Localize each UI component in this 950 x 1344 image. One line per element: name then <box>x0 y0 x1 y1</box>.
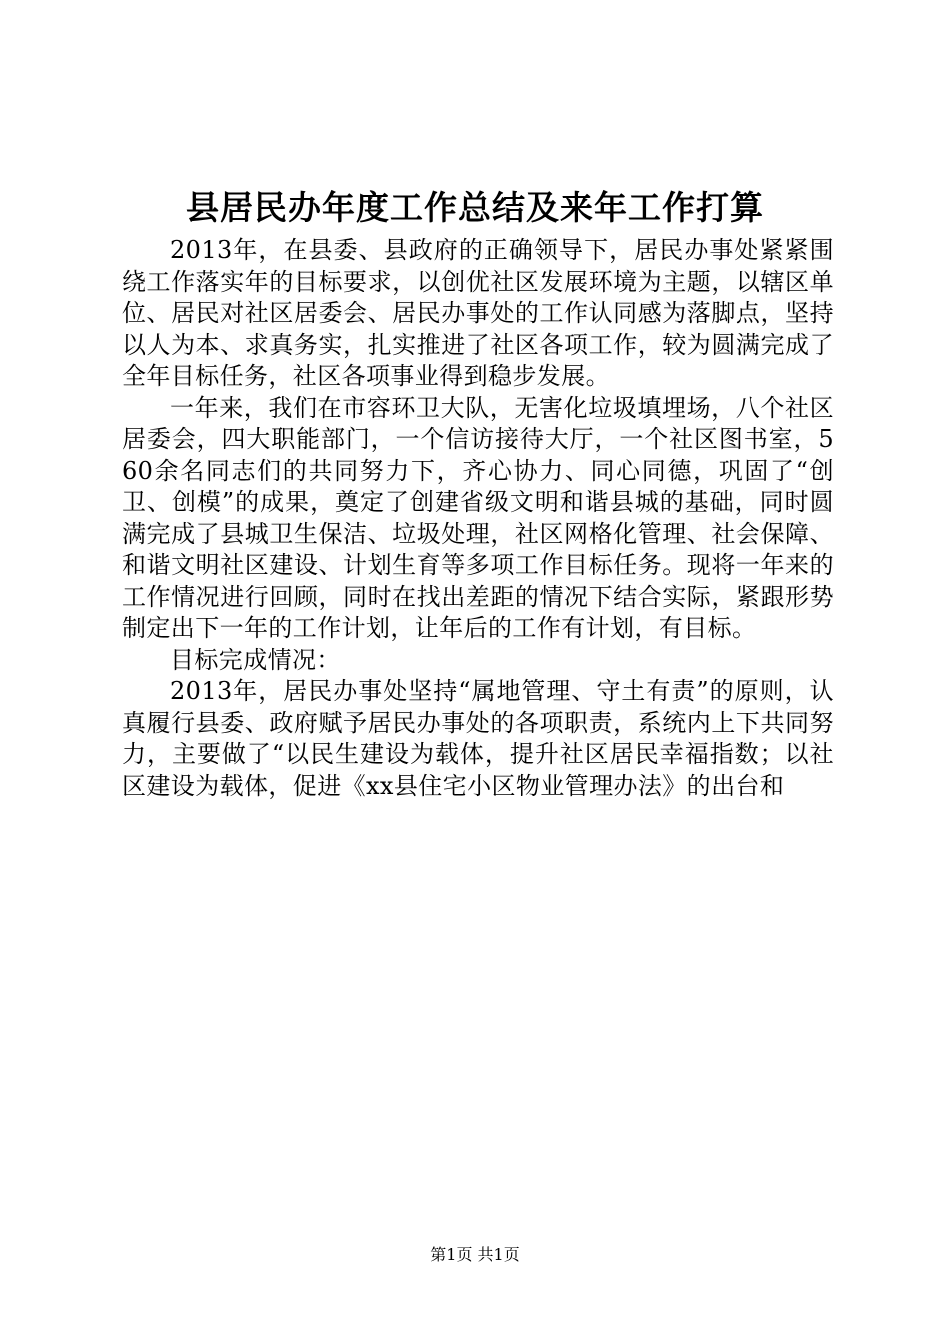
paragraph-goal-detail: 2013年，居民办事处坚持“属地管理、守土有责”的原则，认真履行县委、政府赋予居民办事处的各项职责，系统内上下共同努力，主要做了“以民生建设为载体，提升社区居民幸福指数；以社区建设为载体，促进《xx县住宅小区物业管理办法》的出台和 <box>122 677 834 800</box>
page-footer: 第1页 共1页 <box>430 1245 520 1264</box>
document-body <box>122 235 834 802</box>
paragraph-goal-heading: 目标完成情况： <box>170 645 341 674</box>
paragraph-year-review: 一年来，我们在市容环卫大队，无害化垃圾填埋场，八个社区居委会，四大职能部门，一个信访接待大厅，一个社区图书室，560余名同志们的共同努力下，齐心协力、同心同德，巩固了“创卫、创模”的成果，奠定了创建省级文明和谐县城的基础，同时圆满完成了县城卫生保洁、垃圾处理，社区网格化管理、社会保障、和谐文明社区建设、计划生育等多项工作目标任务。现将一年来的工作情况进行回顾，同时在找出差距的情况下结合实际，紧跟形势制定出下一年的工作计划，让年后的工作有计划，有目标。 <box>122 393 834 642</box>
paragraph-intro: 2013年，在县委、县政府的正确领导下，居民办事处紧紧围绕工作落实年的目标要求，以创优社区发展环境为主题，以辖区单位、居民对社区居委会、居民办事处的工作认同感为落脚点，坚持以人为本、求真务实，扎实推进了社区各项工作，较为圆满完成了全年目标任务，社区各项事业得到稳步发展。 <box>122 236 834 390</box>
document-title: 县居民办年度工作总结及来年工作打算 <box>186 188 764 227</box>
